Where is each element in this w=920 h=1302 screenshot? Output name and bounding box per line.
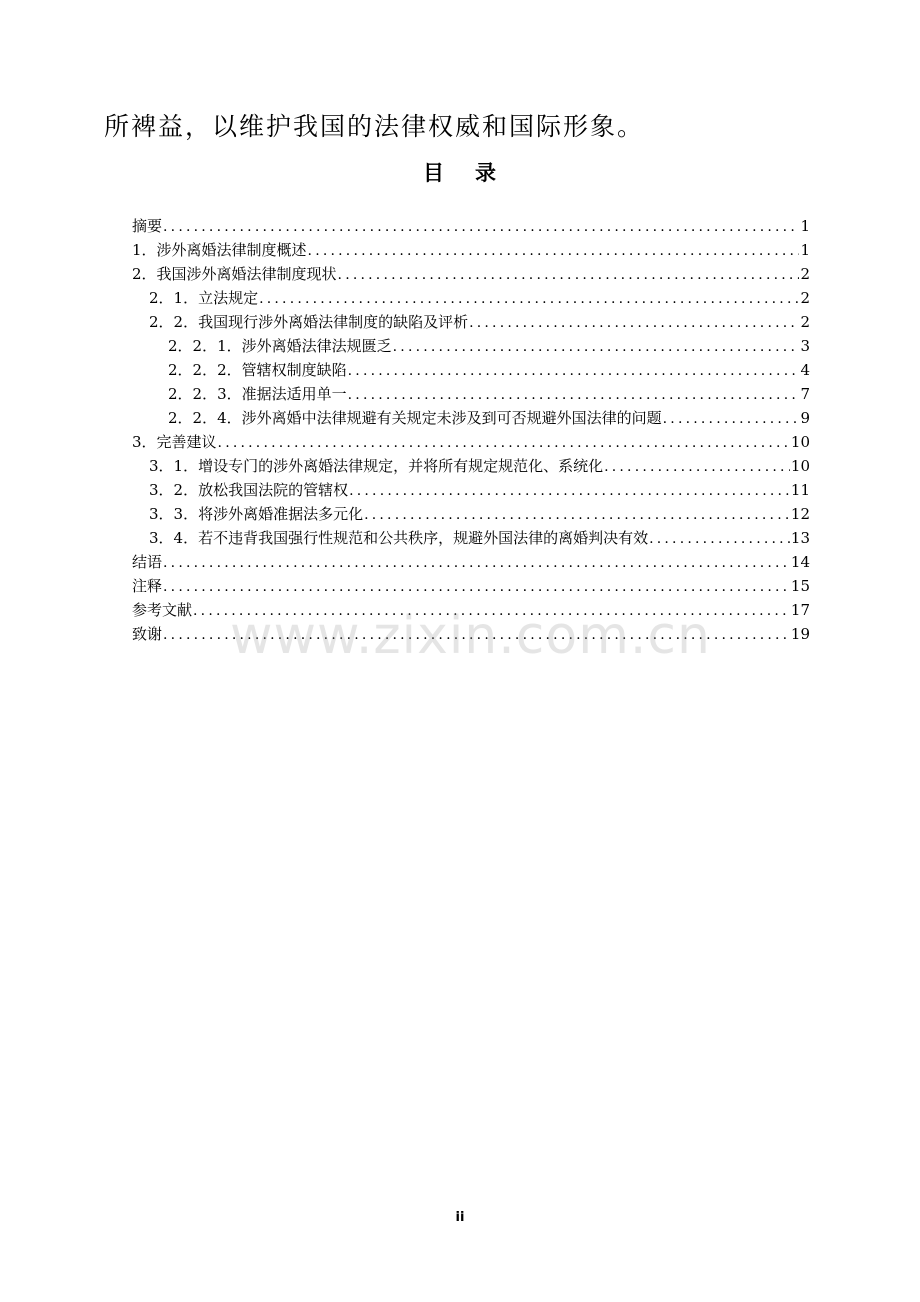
- toc-dot-leader: [163, 215, 799, 239]
- toc-entry[interactable]: [132, 502, 810, 526]
- toc-entry-label: 致谢: [132, 625, 163, 643]
- toc-entry-label: 2．2．4．涉外离婚中法律规避有关规定未涉及到可否规避外国法律的问题: [168, 409, 662, 427]
- toc-entry[interactable]: [132, 550, 810, 574]
- toc-entry[interactable]: [132, 406, 810, 430]
- toc-entry-page: 10: [790, 457, 810, 475]
- toc-entry[interactable]: [132, 454, 810, 478]
- toc-entry-label: 3．1．增设专门的涉外离婚法律规定，并将所有规定规范化、系统化: [149, 457, 604, 475]
- toc-entry[interactable]: [132, 214, 810, 238]
- toc-entry-page: 9: [800, 409, 810, 427]
- toc-entry-page: 3: [800, 337, 810, 355]
- toc-entry-label: 2．1．立法规定: [149, 289, 259, 307]
- watermark: www.zixin.com.cn: [230, 606, 711, 666]
- toc-dot-leader: [259, 287, 799, 311]
- toc-entry-label: 2．2．我国现行涉外离婚法律制度的缺陷及评析: [149, 313, 469, 331]
- toc-entry-page: 2: [800, 313, 810, 331]
- toc-entry-label: 注释: [132, 577, 163, 595]
- toc-entry[interactable]: [132, 430, 810, 454]
- toc-entry-page: 15: [790, 577, 810, 595]
- toc-entry[interactable]: [132, 382, 810, 406]
- toc-entry-label: 参考文献: [132, 601, 193, 619]
- toc-heading: [0, 158, 920, 188]
- toc-dot-leader: [349, 479, 790, 503]
- toc-dot-leader: [663, 407, 800, 431]
- toc-entry-label: 3．2．放松我国法院的管辖权: [149, 481, 349, 499]
- toc-entry-page: 13: [790, 529, 810, 547]
- toc-entry-label: 1．涉外离婚法律制度概述: [132, 241, 307, 259]
- toc-entry-page: 12: [790, 505, 810, 523]
- toc-entry[interactable]: [132, 238, 810, 262]
- toc-entry-page: 11: [790, 481, 810, 499]
- toc-entry-page: 7: [800, 385, 810, 403]
- toc-dot-leader: [163, 575, 790, 599]
- toc-entry[interactable]: [132, 358, 810, 382]
- toc-entry[interactable]: [132, 286, 810, 310]
- toc-entry-page: 19: [790, 625, 810, 643]
- toc-entry-label: 3．完善建议: [132, 433, 217, 451]
- toc-dot-leader: [218, 431, 790, 455]
- toc-entry-label: 2．2．1．涉外离婚法律法规匮乏: [168, 337, 392, 355]
- toc-entry-label: 2．2．3．准据法适用单一: [168, 385, 347, 403]
- toc-dot-leader: [348, 359, 800, 383]
- toc-entry-page: 10: [790, 433, 810, 451]
- toc-entry-page: 1: [800, 217, 810, 235]
- toc-dot-leader: [348, 383, 800, 407]
- toc-entry-label: 2．2．2．管辖权制度缺陷: [168, 361, 347, 379]
- toc-dot-leader: [163, 551, 790, 575]
- toc-dot-leader: [338, 263, 800, 287]
- toc-entry[interactable]: [132, 478, 810, 502]
- toc-entry-label: 结语: [132, 553, 163, 571]
- toc-dot-leader: [469, 311, 799, 335]
- toc-entry-page: 14: [790, 553, 810, 571]
- toc-entry[interactable]: [132, 262, 810, 286]
- toc-entry-page: 17: [790, 601, 810, 619]
- toc-entry-label: 3．4．若不违背我国强行性规范和公共秩序，规避外国法律的离婚判决有效: [149, 529, 649, 547]
- toc-entry-page: 2: [800, 265, 810, 283]
- toc-dot-leader: [393, 335, 800, 359]
- toc-dot-leader: [308, 239, 800, 263]
- toc-heading-part1: 目: [423, 161, 445, 185]
- toc-entry[interactable]: [132, 334, 810, 358]
- toc-dot-leader: [604, 455, 790, 479]
- toc-entry[interactable]: [132, 574, 810, 598]
- toc-entry-page: 4: [800, 361, 810, 379]
- toc-entry-label: 2．我国涉外离婚法律制度现状: [132, 265, 337, 283]
- page-number: ii: [455, 1210, 465, 1225]
- table-of-contents: [132, 214, 810, 646]
- toc-entry[interactable]: [132, 310, 810, 334]
- toc-entry[interactable]: [132, 526, 810, 550]
- toc-entry-label: 摘要: [132, 217, 163, 235]
- toc-dot-leader: [649, 527, 790, 551]
- toc-entry-page: 2: [800, 289, 810, 307]
- toc-dot-leader: [364, 503, 790, 527]
- toc-heading-part2: 录: [475, 161, 497, 185]
- toc-entry-page: 1: [800, 241, 810, 259]
- toc-entry-label: 3．3．将涉外离婚准据法多元化: [149, 505, 364, 523]
- continued-paragraph-text: 所裨益，以维护我国的法律权威和国际形象。: [104, 112, 645, 141]
